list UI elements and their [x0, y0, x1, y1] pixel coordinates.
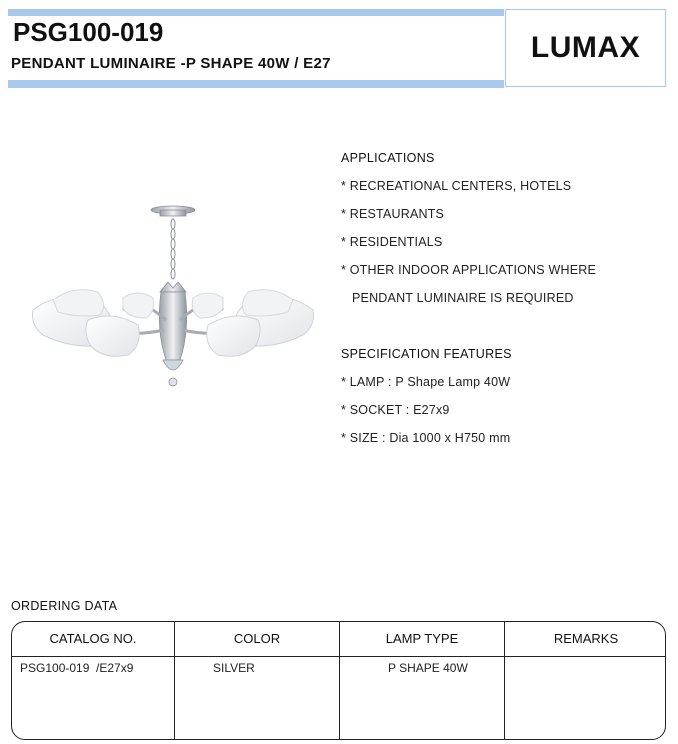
applications-item: * RESTAURANTS: [341, 207, 445, 221]
table-cell-color: SILVER: [213, 661, 255, 675]
ordering-table: [11, 621, 666, 740]
chandelier-image: [28, 200, 318, 405]
header-bottom-bar: [8, 80, 504, 88]
ordering-title: ORDERING DATA: [11, 599, 118, 613]
specification-item: * SIZE : Dia 1000 x H750 mm: [341, 431, 511, 445]
applications-item: * RECREATIONAL CENTERS, HOTELS: [341, 179, 572, 193]
model-number: PSG100-019: [13, 17, 164, 47]
specification-item: * SOCKET : E27x9: [341, 403, 450, 417]
specification-item: * LAMP : P Shape Lamp 40W: [341, 375, 511, 389]
applications-item: PENDANT LUMINAIRE IS REQUIRED: [352, 291, 574, 305]
applications-item: * RESIDENTIALS: [341, 235, 443, 249]
table-cell-lamp-type: P SHAPE 40W: [388, 661, 468, 675]
applications-title: APPLICATIONS: [341, 151, 435, 165]
specification-title: SPECIFICATION FEATURES: [341, 347, 512, 361]
applications-item: * OTHER INDOOR APPLICATIONS WHERE: [341, 263, 597, 277]
table-header-lamp-type: LAMP TYPE: [385, 631, 459, 646]
table-cell-catalog: PSG100-019 /E27x9: [20, 661, 134, 675]
table-header-remarks: REMARKS: [553, 631, 619, 646]
header-top-bar: [8, 9, 504, 16]
brand-logo-text: LUMAX: [530, 31, 641, 64]
table-header-color: COLOR: [233, 631, 281, 646]
product-subtitle: PENDANT LUMINAIRE -P SHAPE 40W / E27: [11, 55, 331, 72]
table-header-catalog: CATALOG NO.: [49, 631, 137, 646]
brand-logo: [505, 9, 666, 87]
